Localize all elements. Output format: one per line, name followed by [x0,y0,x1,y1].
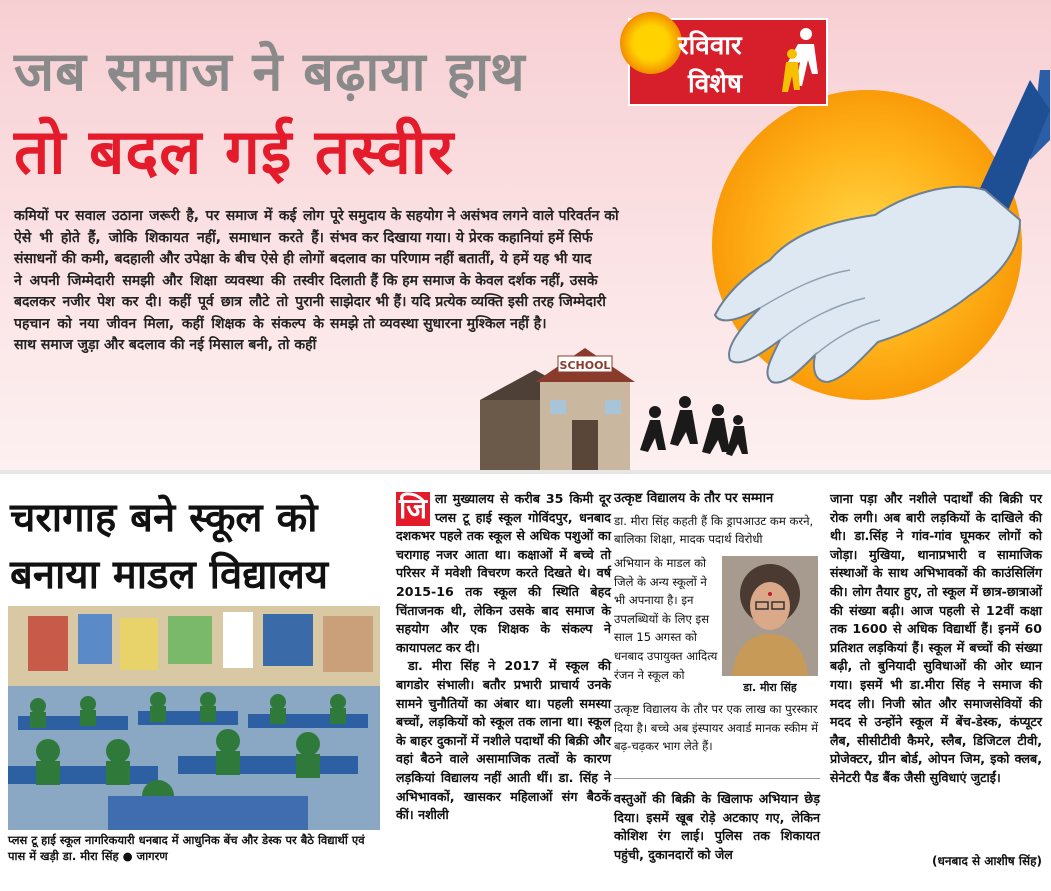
school-illustration [480,340,750,470]
people-icon [778,24,822,98]
helping-hand-illustration [700,70,1050,400]
story-paragraph-1 [396,490,611,657]
drop-cap: जि [396,492,430,526]
intro-text-column-2: पूरे समुदाय के सहयोग ने असंभव लगने वाले परिवर्तन को संभव कर दिखाया गया। ये प्रेरक कहानियां हमें सिर्फ बदलाव का परिणाम नहीं बतातीं, ये हमें यह भी याद दिलाती हैं कि हम समाज के केवल दर्शक नहीं, उसके साझेदार भी हैं। यदि प्रत्येक व्यक्ति इसी तरह जिम्मेदारी समझे तो व्यवस्था सुधारना मुश्किल नहीं है। [330,208,619,332]
story-column-c: जाना पड़ा और नशीले पदार्थों की बिक्री पर रोक लगी। अब बारी लड़कियों के दाखिले की थी। डा.सिंह ने गांव-गांव घूमकर लोगों को जोड़ा। मुखिया, थानाप्रभारी व सामाजिक संस्थाओं के साथ अभिभावकों की काउंसिलिंग की। लोग तैयार हुए, तो स्कूल में छात्र-छात्राओं की संख्या बढ़ी। आज पहली से 12वीं कक्षा तक 1600 से अधिक विद्यार्थी हैं। इनमें 60 प्रतिशत लड़कियां हैं। स्कूल में बच्चों की संख्या बढ़ी, तो बुनियादी सुविधाओं की ओर ध्यान गया। इसमें भी डा.मीरा सिंह ने समाज की मदद ली। निजी स्रोत और समाजसेवियों की मदद से उन्होंने स्कूल में बेंच-डेस्क, कंप्यूटर लैब, सीसीटीवी कैमरे, स्लैब, डिजिटल टीवी, प्रोजेक्टर, ग्रीन बोर्ड, ओपन जिम, इको क्लब, सेनेटरी पैड बैंक जैसी सुविधाएं जुटाईं। [830,491,1042,785]
school-sign: SCHOOL [559,359,611,372]
sun-icon [620,12,682,74]
byline: (धनबाद से आशीष सिंह) [931,854,1042,868]
portrait-photo [722,556,818,676]
portrait-caption: डा. मीरा सिंह [743,681,797,694]
award-subheading: उत्कृष्ट विद्यालय के तौर पर सम्मान [614,491,774,506]
story-paragraph-2: डा. मीरा सिंह ने 2017 में स्कूल की बागडोर संभाली। बतौर प्रभारी प्राचार्य उनके सामने चुनौतियों का अंबार था। पहली समस्या बच्चों, लड़कियों को स्कूल तक लाना था। स्कूल के बाहर दुकानों में नशीले पदार्थों की बिक्री और वहां बैठने वाले असामाजिक तत्वों के कारण लड़कियां विद्यालय नहीं आती थीं। डा. सिंह ने अभिभावकों, खासकर महिलाओं संग बैठकें कीं। नशीली [396,658,611,823]
column-divider-rule [614,778,820,779]
badge-text-sunday: रविवार [678,31,742,61]
award-lead-text: डा. मीरा सिंह कहती हैं कि ड्रापआउट कम करने, बालिका शिक्षा, मादक पदार्थ विरोधी [614,514,814,546]
story-column-b-continuation: वस्तुओं की बिक्री के खिलाफ अभियान छेड़ दिया। इसमें खूब रोड़े अटकाए गए, लेकिन कोशिश रंग लाई। पुलिस तक शिकायत पहुंची, दुकानदारों को जेल [614,791,820,862]
story-headline-line-2: बनाया माडल विद्यालय [10,552,329,598]
badge-text-special: विशेष [688,69,742,99]
story-headline-line-1: चरागाह बने स्कूल को [10,495,318,541]
award-narrow-text: अभियान के माडल को जिले के अन्य स्कूलों ने भी अपनाया है। इन उपलब्धियों के लिए इस साल 15 अगस्त को धनबाद उपायुक्त आदित्य रंजन ने स्कूल को [614,556,718,682]
section-divider [0,470,1051,474]
story-paragraph-1-text: ला मुख्यालय से करीब 35 किमी दूर प्लस टू हाई स्कूल गोविंदपुर, धनबाद दशकभर पहले तक स्कूल से अधिक पशुओं का चरागाह नजर आता था। कक्षाओं में बच्चे तो परिसर में मवेशी विचरण करते दिखते थे। वर्ष 2015-16 तक स्कूल की स्थिति बेहद चिंताजनक थी, लेकिन उसके बाद समाज के सहयोग और एक शिक्षक के संकल्प ने कायापलट कर दी। [396,491,611,655]
headline-line-1: जब समाज ने बढ़ाया हाथ [14,40,526,103]
intro-text-column-1: कमियों पर सवाल उठाना जरूरी है, पर समाज में कई लोग ऐसे भी होते हैं, जोकि शिकायत नहीं, समाधान करते हैं। संसाधनों की कमी, बदहाली और उपेक्षा के बीच ऐसे ही लोगों ने अपनी जिम्मेदारी समझी और शिक्षा व्यवस्था की तस्वीर बदलकर नजीर पेश कर दी। कहीं पूर्व छात्र लौटे तो पुरानी पहचान को नया जीवन मिला, कहीं शिक्षक के संकल्प के साथ समाज जुड़ा और बदलाव की नई मिसाल बनी, तो कहीं [14,208,324,353]
sunday-special-badge [628,18,828,106]
classroom-photo [8,606,380,830]
story-column-a [396,490,611,825]
photo-caption: प्लस टू हाई स्कूल नागरिकयारी धनबाद में आधुनिक बेंच और डेस्क पर बैठे विद्यार्थी एवं पास में खड़ी डा. मीरा सिंह ● जागरण [8,833,365,863]
headline-line-2: तो बदल गई तस्वीर [14,115,455,188]
award-rest-text: उत्कृष्ट विद्यालय के तौर पर एक लाख का पुरस्कार दिया है। बच्चे अब इंस्पायर अवार्ड मानक स्कीम में बढ़-चढ़कर भाग लेते हैं। [614,702,819,754]
